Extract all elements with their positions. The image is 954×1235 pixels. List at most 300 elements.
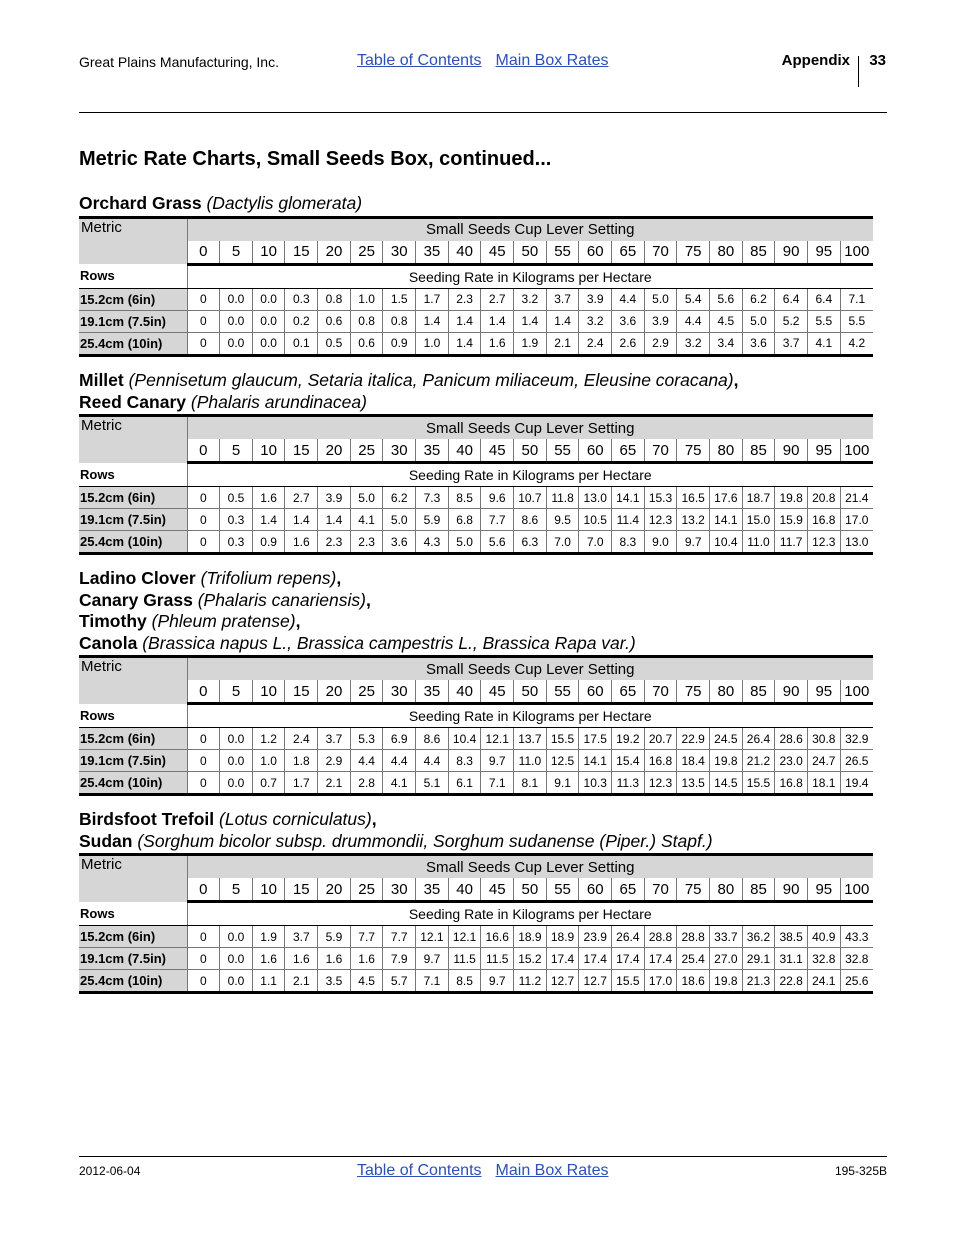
lever-setting-cell: 25 <box>350 241 383 265</box>
rate-value-cell: 5.0 <box>742 310 775 332</box>
company-name: Great Plains Manufacturing, Inc. <box>79 54 279 70</box>
rate-value-cell: 5.7 <box>383 970 416 993</box>
rate-value-cell: 3.7 <box>318 728 351 750</box>
rate-chart-section <box>79 809 873 994</box>
rate-value-cell: 15.3 <box>644 487 677 509</box>
rate-value-cell: 0.1 <box>285 332 318 355</box>
lever-setting-cell: 5 <box>220 241 253 265</box>
rate-value-cell: 7.0 <box>546 531 579 554</box>
header-divider <box>858 56 859 87</box>
rate-value-cell: 15.9 <box>775 509 808 531</box>
footer-date: 2012-06-04 <box>79 1164 141 1178</box>
rate-value-cell: 7.7 <box>350 926 383 948</box>
rate-value-cell: 1.4 <box>416 310 449 332</box>
lever-setting-cell: 90 <box>775 241 808 265</box>
rate-value-cell: 4.1 <box>350 509 383 531</box>
species-common-name: Birdsfoot Trefoil <box>79 809 215 829</box>
rate-value-cell: 28.8 <box>644 926 677 948</box>
rate-value-cell: 1.5 <box>383 288 416 310</box>
rate-value-cell: 3.2 <box>677 332 710 355</box>
rate-value-cell: 1.0 <box>252 750 285 772</box>
lever-setting-cell: 45 <box>481 680 514 704</box>
table-row <box>79 772 873 795</box>
lever-setting-cell: 85 <box>742 439 775 463</box>
rate-value-cell: 3.6 <box>742 332 775 355</box>
rate-value-cell: 18.4 <box>677 750 710 772</box>
species-common-name: Millet <box>79 370 124 390</box>
page-title: Metric Rate Charts, Small Seeds Box, continued... <box>79 148 552 170</box>
lever-setting-cell: 80 <box>710 680 743 704</box>
heading-comma: , <box>733 370 739 390</box>
rows-label: Rows <box>79 902 187 926</box>
rate-value-cell: 0.3 <box>220 509 253 531</box>
rate-value-cell: 1.9 <box>252 926 285 948</box>
rate-value-cell: 17.4 <box>579 948 612 970</box>
rate-value-cell: 8.5 <box>448 487 481 509</box>
rate-value-cell: 11.5 <box>481 948 514 970</box>
lever-setting-header: Small Seeds Cup Lever Setting <box>187 855 873 879</box>
seeding-rate-header: Seeding Rate in Kilograms per Hectare <box>187 902 873 926</box>
rate-value-cell: 21.3 <box>742 970 775 993</box>
rate-value-cell: 1.9 <box>514 332 547 355</box>
rate-value-cell: 6.2 <box>742 288 775 310</box>
species-scientific-name: (Pennisetum glaucum, Setaria italica, Panicum miliaceum, Eleusine coracana) <box>128 370 734 390</box>
rate-value-cell: 0 <box>187 509 220 531</box>
rate-value-cell: 13.7 <box>514 728 547 750</box>
rate-value-cell: 12.1 <box>481 728 514 750</box>
rate-value-cell: 32.8 <box>840 948 873 970</box>
rate-value-cell: 0.6 <box>350 332 383 355</box>
species-common-name: Orchard Grass <box>79 193 202 213</box>
rate-value-cell: 0.0 <box>220 288 253 310</box>
row-spacing-label: 25.4cm (10in) <box>79 772 187 795</box>
rate-value-cell: 10.5 <box>579 509 612 531</box>
rate-value-cell: 0.8 <box>350 310 383 332</box>
rate-value-cell: 18.9 <box>546 926 579 948</box>
lever-setting-header: Small Seeds Cup Lever Setting <box>187 657 873 681</box>
header-links <box>357 52 622 70</box>
seeding-rate-header: Seeding Rate in Kilograms per Hectare <box>187 704 873 728</box>
rate-value-cell: 0.9 <box>252 531 285 554</box>
rate-value-cell: 1.7 <box>285 772 318 795</box>
rate-value-cell: 3.6 <box>383 531 416 554</box>
table-row <box>79 750 873 772</box>
table-row <box>79 509 873 531</box>
rate-value-cell: 12.3 <box>807 531 840 554</box>
row-spacing-label: 25.4cm (10in) <box>79 531 187 554</box>
lever-setting-cell: 55 <box>546 241 579 265</box>
rate-value-cell: 9.7 <box>677 531 710 554</box>
rate-value-cell: 14.1 <box>612 487 645 509</box>
heading-comma: , <box>336 568 342 588</box>
rate-value-cell: 1.7 <box>416 288 449 310</box>
rate-value-cell: 9.1 <box>546 772 579 795</box>
lever-setting-cell: 60 <box>579 680 612 704</box>
table-row <box>79 487 873 509</box>
lever-setting-cell: 5 <box>220 680 253 704</box>
rate-value-cell: 17.5 <box>579 728 612 750</box>
rate-value-cell: 1.4 <box>514 310 547 332</box>
lever-setting-cell: 10 <box>252 439 285 463</box>
rate-value-cell: 19.2 <box>612 728 645 750</box>
rate-value-cell: 3.2 <box>579 310 612 332</box>
lever-setting-header: Small Seeds Cup Lever Setting <box>187 217 873 241</box>
row-spacing-label: 19.1cm (7.5in) <box>79 509 187 531</box>
lever-setting-cell: 95 <box>807 241 840 265</box>
rate-value-cell: 17.0 <box>840 509 873 531</box>
rate-value-cell: 6.4 <box>807 288 840 310</box>
rate-value-cell: 43.3 <box>840 926 873 948</box>
rate-value-cell: 18.1 <box>807 772 840 795</box>
rate-value-cell: 2.1 <box>318 772 351 795</box>
species-heading-line <box>79 831 873 853</box>
rate-value-cell: 5.0 <box>644 288 677 310</box>
lever-setting-cell: 70 <box>644 680 677 704</box>
rate-value-cell: 2.4 <box>285 728 318 750</box>
rate-value-cell: 13.0 <box>579 487 612 509</box>
row-spacing-label: 15.2cm (6in) <box>79 487 187 509</box>
species-heading-line <box>79 633 873 655</box>
rate-value-cell: 5.9 <box>318 926 351 948</box>
lever-setting-cell: 35 <box>416 878 449 902</box>
lever-setting-cell: 40 <box>448 878 481 902</box>
rate-value-cell: 9.0 <box>644 531 677 554</box>
species-heading-line <box>79 392 873 414</box>
rate-chart-section <box>79 193 873 357</box>
rate-value-cell: 3.2 <box>514 288 547 310</box>
rate-value-cell: 3.9 <box>644 310 677 332</box>
rate-value-cell: 28.8 <box>677 926 710 948</box>
rate-value-cell: 1.0 <box>416 332 449 355</box>
lever-setting-cell: 40 <box>448 680 481 704</box>
lever-setting-cell: 60 <box>579 241 612 265</box>
rate-value-cell: 14.1 <box>579 750 612 772</box>
rate-value-cell: 7.9 <box>383 948 416 970</box>
lever-setting-cell: 30 <box>383 439 416 463</box>
lever-setting-cell: 55 <box>546 439 579 463</box>
rate-value-cell: 32.8 <box>807 948 840 970</box>
rate-value-cell: 36.2 <box>742 926 775 948</box>
rate-value-cell: 24.7 <box>807 750 840 772</box>
species-heading-line <box>79 611 873 633</box>
row-spacing-label: 19.1cm (7.5in) <box>79 948 187 970</box>
lever-setting-cell: 40 <box>448 439 481 463</box>
rate-value-cell: 1.6 <box>318 948 351 970</box>
lever-setting-cell: 90 <box>775 878 808 902</box>
rate-value-cell: 1.4 <box>448 332 481 355</box>
row-spacing-label: 19.1cm (7.5in) <box>79 310 187 332</box>
rate-value-cell: 17.4 <box>644 948 677 970</box>
rate-value-cell: 8.6 <box>416 728 449 750</box>
rate-value-cell: 28.6 <box>775 728 808 750</box>
rate-value-cell: 29.1 <box>742 948 775 970</box>
rate-value-cell: 2.3 <box>448 288 481 310</box>
lever-setting-cell: 5 <box>220 439 253 463</box>
lever-setting-cell: 50 <box>514 680 547 704</box>
rate-value-cell: 23.0 <box>775 750 808 772</box>
species-scientific-name: (Phleum pratense) <box>151 611 296 631</box>
lever-setting-cell: 75 <box>677 680 710 704</box>
species-common-name: Timothy <box>79 611 147 631</box>
rate-value-cell: 1.6 <box>285 948 318 970</box>
rate-value-cell: 5.3 <box>350 728 383 750</box>
rate-value-cell: 11.4 <box>612 509 645 531</box>
rate-value-cell: 1.2 <box>252 728 285 750</box>
lever-setting-cell: 0 <box>187 680 220 704</box>
lever-setting-cell: 70 <box>644 439 677 463</box>
rate-value-cell: 7.3 <box>416 487 449 509</box>
rate-value-cell: 25.4 <box>677 948 710 970</box>
footer-main-box-rates-link[interactable]: Main Box Rates <box>495 1162 609 1179</box>
lever-settings-row <box>79 439 873 463</box>
rate-value-cell: 6.9 <box>383 728 416 750</box>
row-spacing-label: 25.4cm (10in) <box>79 332 187 355</box>
rate-value-cell: 3.4 <box>710 332 743 355</box>
rate-value-cell: 0 <box>187 531 220 554</box>
table-row <box>79 310 873 332</box>
rate-value-cell: 20.8 <box>807 487 840 509</box>
rate-value-cell: 23.9 <box>579 926 612 948</box>
table-header-row <box>79 855 873 879</box>
rate-value-cell: 0 <box>187 948 220 970</box>
rate-value-cell: 26.4 <box>742 728 775 750</box>
lever-setting-cell: 55 <box>546 680 579 704</box>
rate-value-cell: 0 <box>187 728 220 750</box>
species-common-name: Canola <box>79 632 138 653</box>
rate-value-cell: 2.4 <box>579 332 612 355</box>
rate-value-cell: 4.5 <box>350 970 383 993</box>
rate-value-cell: 10.7 <box>514 487 547 509</box>
lever-setting-cell: 30 <box>383 680 416 704</box>
rate-value-cell: 19.8 <box>775 487 808 509</box>
lever-setting-cell: 75 <box>677 439 710 463</box>
heading-comma: , <box>371 809 377 829</box>
lever-setting-cell: 65 <box>612 878 645 902</box>
rate-value-cell: 2.6 <box>612 332 645 355</box>
rate-value-cell: 19.8 <box>710 750 743 772</box>
lever-setting-cell: 0 <box>187 439 220 463</box>
rate-value-cell: 11.0 <box>514 750 547 772</box>
rate-value-cell: 18.7 <box>742 487 775 509</box>
table-row <box>79 332 873 355</box>
species-scientific-name: (Trifolium repens) <box>200 568 337 588</box>
rate-value-cell: 16.8 <box>807 509 840 531</box>
lever-setting-cell: 25 <box>350 680 383 704</box>
rate-value-cell: 0.2 <box>285 310 318 332</box>
rate-value-cell: 13.2 <box>677 509 710 531</box>
rate-value-cell: 6.1 <box>448 772 481 795</box>
rate-value-cell: 7.1 <box>481 772 514 795</box>
rate-value-cell: 26.5 <box>840 750 873 772</box>
rate-value-cell: 21.4 <box>840 487 873 509</box>
lever-setting-cell: 15 <box>285 241 318 265</box>
rate-value-cell: 12.1 <box>416 926 449 948</box>
rate-value-cell: 4.4 <box>612 288 645 310</box>
seeding-rate-table <box>79 414 873 555</box>
rate-value-cell: 1.4 <box>481 310 514 332</box>
footer-links <box>357 1162 622 1180</box>
rate-value-cell: 0 <box>187 750 220 772</box>
rate-value-cell: 14.5 <box>710 772 743 795</box>
rate-value-cell: 14.1 <box>710 509 743 531</box>
rate-value-cell: 16.6 <box>481 926 514 948</box>
rate-value-cell: 17.6 <box>710 487 743 509</box>
rate-value-cell: 31.1 <box>775 948 808 970</box>
lever-setting-cell: 15 <box>285 680 318 704</box>
lever-setting-cell: 10 <box>252 241 285 265</box>
lever-setting-cell: 20 <box>318 439 351 463</box>
rate-value-cell: 4.1 <box>807 332 840 355</box>
species-scientific-name: (Phalaris canariensis) <box>197 589 366 610</box>
rate-value-cell: 0.5 <box>318 332 351 355</box>
rate-value-cell: 0 <box>187 332 220 355</box>
table-of-contents-link[interactable]: Table of Contents <box>357 52 482 69</box>
rate-value-cell: 8.3 <box>612 531 645 554</box>
lever-setting-cell: 100 <box>840 680 873 704</box>
rate-value-cell: 0.0 <box>252 332 285 355</box>
rate-value-cell: 4.5 <box>710 310 743 332</box>
table-row <box>79 288 873 310</box>
lever-setting-cell: 85 <box>742 878 775 902</box>
rate-value-cell: 8.3 <box>448 750 481 772</box>
rate-value-cell: 0.0 <box>220 948 253 970</box>
rate-value-cell: 0.3 <box>220 531 253 554</box>
rows-header-row <box>79 902 873 926</box>
table-row <box>79 970 873 993</box>
main-box-rates-link[interactable]: Main Box Rates <box>495 52 609 69</box>
lever-setting-cell: 0 <box>187 241 220 265</box>
lever-setting-cell: 95 <box>807 878 840 902</box>
species-scientific-name: (Brassica napus L., Brassica campestris L., Brassica Rapa var.) <box>142 632 636 653</box>
rate-value-cell: 1.6 <box>285 531 318 554</box>
rate-value-cell: 3.7 <box>546 288 579 310</box>
rate-value-cell: 12.7 <box>546 970 579 993</box>
rate-value-cell: 19.8 <box>710 970 743 993</box>
table-row <box>79 926 873 948</box>
lever-setting-cell: 35 <box>416 439 449 463</box>
rate-value-cell: 0.5 <box>220 487 253 509</box>
rate-value-cell: 0.0 <box>252 310 285 332</box>
lever-setting-cell: 80 <box>710 878 743 902</box>
metric-label: Metric <box>79 416 187 463</box>
rate-value-cell: 0.0 <box>220 750 253 772</box>
footer-table-of-contents-link[interactable]: Table of Contents <box>357 1162 482 1179</box>
table-row <box>79 728 873 750</box>
rate-value-cell: 18.6 <box>677 970 710 993</box>
rate-value-cell: 16.5 <box>677 487 710 509</box>
lever-setting-cell: 55 <box>546 878 579 902</box>
lever-setting-cell: 45 <box>481 878 514 902</box>
page-header <box>79 52 886 92</box>
lever-setting-cell: 75 <box>677 878 710 902</box>
rate-chart-section <box>79 370 873 555</box>
rate-value-cell: 2.7 <box>481 288 514 310</box>
lever-setting-cell: 20 <box>318 680 351 704</box>
rate-value-cell: 16.8 <box>644 750 677 772</box>
metric-label: Metric <box>79 855 187 902</box>
rate-value-cell: 15.2 <box>514 948 547 970</box>
species-heading-line <box>79 809 873 831</box>
rate-value-cell: 24.1 <box>807 970 840 993</box>
species-scientific-name: (Lotus corniculatus) <box>219 809 372 829</box>
header-rule <box>79 112 887 113</box>
rate-value-cell: 1.4 <box>285 509 318 531</box>
rate-value-cell: 3.9 <box>579 288 612 310</box>
rate-value-cell: 2.8 <box>350 772 383 795</box>
rate-value-cell: 7.7 <box>383 926 416 948</box>
rate-value-cell: 4.4 <box>677 310 710 332</box>
metric-label: Metric <box>79 657 187 704</box>
rate-value-cell: 4.4 <box>350 750 383 772</box>
row-spacing-label: 15.2cm (6in) <box>79 926 187 948</box>
row-spacing-label: 15.2cm (6in) <box>79 728 187 750</box>
row-spacing-label: 25.4cm (10in) <box>79 970 187 993</box>
species-common-name: Canary Grass <box>79 589 193 610</box>
rate-value-cell: 17.0 <box>644 970 677 993</box>
page-number: 33 <box>869 52 886 69</box>
rate-value-cell: 12.3 <box>644 509 677 531</box>
table-header-row <box>79 217 873 241</box>
seeding-rate-header: Seeding Rate in Kilograms per Hectare <box>187 463 873 487</box>
lever-setting-cell: 10 <box>252 680 285 704</box>
rate-value-cell: 1.4 <box>252 509 285 531</box>
rate-value-cell: 0 <box>187 926 220 948</box>
lever-setting-cell: 40 <box>448 241 481 265</box>
rate-value-cell: 1.6 <box>350 948 383 970</box>
lever-setting-cell: 80 <box>710 439 743 463</box>
rate-value-cell: 16.8 <box>775 772 808 795</box>
rate-value-cell: 1.6 <box>481 332 514 355</box>
table-header-row <box>79 416 873 440</box>
rate-value-cell: 0.6 <box>318 310 351 332</box>
rate-value-cell: 5.9 <box>416 509 449 531</box>
rate-value-cell: 38.5 <box>775 926 808 948</box>
rate-value-cell: 15.5 <box>612 970 645 993</box>
lever-setting-cell: 60 <box>579 439 612 463</box>
rate-value-cell: 22.8 <box>775 970 808 993</box>
lever-setting-cell: 100 <box>840 439 873 463</box>
rate-value-cell: 12.1 <box>448 926 481 948</box>
table-row <box>79 531 873 554</box>
rate-value-cell: 27.0 <box>710 948 743 970</box>
rate-value-cell: 3.7 <box>775 332 808 355</box>
lever-setting-cell: 45 <box>481 439 514 463</box>
species-heading-line <box>79 193 873 215</box>
rate-value-cell: 26.4 <box>612 926 645 948</box>
rows-label: Rows <box>79 704 187 728</box>
rate-value-cell: 10.4 <box>448 728 481 750</box>
rate-value-cell: 2.3 <box>318 531 351 554</box>
rate-value-cell: 6.2 <box>383 487 416 509</box>
rate-value-cell: 0 <box>187 772 220 795</box>
species-heading-line <box>79 568 873 590</box>
rate-chart-section <box>79 568 873 796</box>
rate-value-cell: 0.0 <box>220 926 253 948</box>
rate-value-cell: 13.0 <box>840 531 873 554</box>
lever-setting-cell: 65 <box>612 680 645 704</box>
lever-setting-cell: 65 <box>612 439 645 463</box>
rate-value-cell: 1.4 <box>318 509 351 531</box>
rate-value-cell: 4.3 <box>416 531 449 554</box>
lever-setting-cell: 30 <box>383 878 416 902</box>
rate-value-cell: 25.6 <box>840 970 873 993</box>
rate-value-cell: 0.0 <box>220 332 253 355</box>
rate-value-cell: 11.7 <box>775 531 808 554</box>
rows-header-row <box>79 704 873 728</box>
rate-value-cell: 6.3 <box>514 531 547 554</box>
rate-value-cell: 2.1 <box>546 332 579 355</box>
lever-setting-cell: 80 <box>710 241 743 265</box>
